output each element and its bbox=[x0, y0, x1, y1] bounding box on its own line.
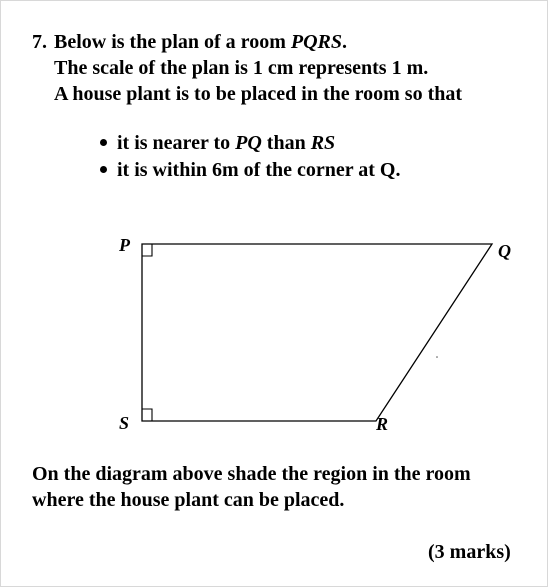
condition-1-pre: it is nearer to bbox=[117, 132, 236, 154]
condition-1-side-b: RS bbox=[310, 132, 336, 154]
condition-2-text: it is within 6m of the corner at Q. bbox=[117, 159, 401, 181]
vertex-label-s: S bbox=[119, 413, 130, 433]
scan-speck bbox=[436, 356, 438, 358]
question-line-3: A house plant is to be placed in the room so that bbox=[54, 83, 463, 105]
question-line-2: The scale of the plan is 1 cm represents 1 m. bbox=[54, 57, 429, 79]
right-angle-marker-s bbox=[142, 409, 152, 421]
question-line-1-pre: Below is the plan of a room bbox=[54, 31, 291, 53]
vertex-label-r: R bbox=[376, 414, 389, 434]
marks-label: (3 marks) bbox=[428, 541, 511, 563]
vertex-label-q: Q bbox=[498, 241, 511, 261]
right-angle-marker-p bbox=[142, 244, 152, 256]
room-outline bbox=[142, 244, 492, 421]
question-line-1-post: . bbox=[341, 31, 347, 53]
room-name: PQRS bbox=[290, 31, 342, 53]
condition-1-side-a: PQ bbox=[235, 132, 262, 154]
question-number: 7. bbox=[32, 31, 47, 53]
instruction-line-2: where the house plant can be placed. bbox=[32, 489, 345, 511]
condition-1-mid: than bbox=[261, 132, 311, 154]
vertex-label-p: P bbox=[119, 235, 130, 255]
instruction-line-1: On the diagram above shade the region in the room bbox=[32, 463, 471, 485]
